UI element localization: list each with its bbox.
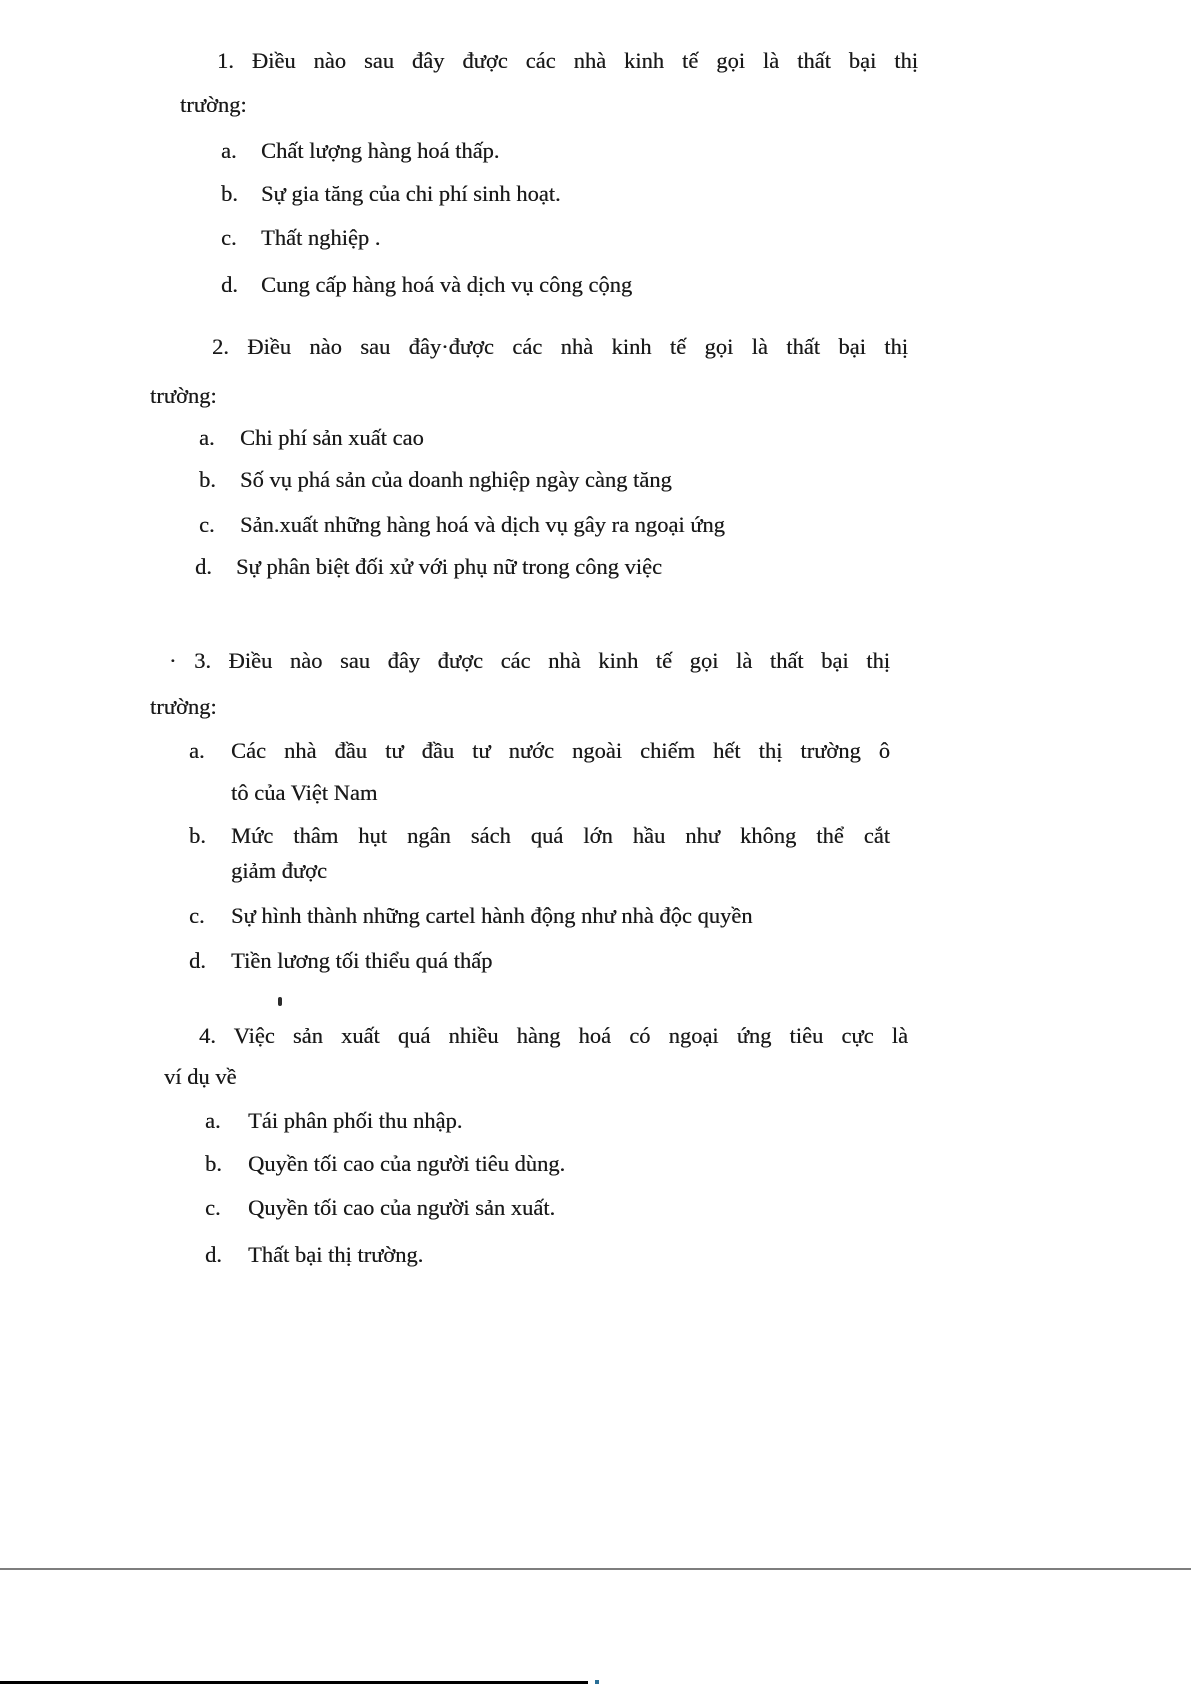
question-3-option-a-text-line-1: Các nhà đầu tư đầu tư nước ngoài chiếm hết thị trường ô [231,738,890,763]
question-4-option-c-text: Quyền tối cao của người sản xuất. [248,1195,556,1220]
question-3-option-a-text-line-2: tô của Việt Nam [231,780,378,805]
question-2-option-a-label: a. [199,425,215,450]
question-1-option-c-label: c. [221,225,237,250]
question-4-option-c-label: c. [205,1195,221,1220]
question-1-option-c-text: Thất nghiệp . [261,225,381,250]
question-3-text-line-2: trường: [150,694,217,719]
question-2-text-line-1: 2. Điều nào sau đây·được các nhà kinh tế gọi là thất bại thị [212,334,908,359]
question-3-option-c-label: c. [189,903,205,928]
question-3-option-d-label: d. [189,948,206,973]
question-4-option-a-text: Tái phân phối thu nhập. [248,1108,463,1133]
horizontal-divider-gray [0,1568,1191,1570]
question-2-option-b-label: b. [199,467,216,492]
question-3-option-a-label: a. [189,738,205,763]
question-1-text-line-2: trường: [180,92,247,117]
question-3-option-b-text-line-2: giảm được [231,858,327,883]
question-2-option-c-label: c. [199,512,215,537]
ink-speck [278,997,282,1006]
blue-speck [595,1680,599,1684]
question-2-text-line-2: trường: [150,383,217,408]
question-4-text-line-2: ví dụ về [164,1064,237,1089]
question-2-option-d-label: d. [195,554,212,579]
question-2-option-c-text: Sản.xuất những hàng hoá và dịch vụ gây ra ngoại ứng [240,512,725,537]
question-2-option-d-text: Sự phân biệt đối xử với phụ nữ trong công việc [236,554,662,579]
question-3-option-c-text: Sự hình thành những cartel hành động như nhà độc quyền [231,903,753,928]
question-4-option-b-text: Quyền tối cao của người tiêu dùng. [248,1151,566,1176]
question-3-option-b-text-line-1: Mức thâm hụt ngân sách quá lớn hầu như không thể cắt [231,823,890,848]
question-1-option-a-label: a. [221,138,237,163]
question-1-option-b-label: b. [221,181,238,206]
question-4-option-d-label: d. [205,1242,222,1267]
horizontal-rule-black [0,1681,588,1684]
question-1-option-d-label: d. [221,272,238,297]
question-2-option-a-text: Chi phí sản xuất cao [240,425,424,450]
question-1-option-a-text: Chất lượng hàng hoá thấp. [261,138,500,163]
question-4-text-line-1: 4. Việc sản xuất quá nhiều hàng hoá có ngoại ứng tiêu cực là [199,1023,908,1048]
question-4-option-b-label: b. [205,1151,222,1176]
question-1-option-d-text: Cung cấp hàng hoá và dịch vụ công cộng [261,272,633,297]
question-4-option-a-label: a. [205,1108,221,1133]
question-3-option-d-text: Tiền lương tối thiểu quá thấp [231,948,493,973]
question-3-option-b-label: b. [189,823,206,848]
question-4-option-d-text: Thất bại thị trường. [248,1242,424,1267]
question-1-option-b-text: Sự gia tăng của chi phí sinh hoạt. [261,181,561,206]
question-1-text-line-1: 1. Điều nào sau đây được các nhà kinh tế gọi là thất bại thị [217,48,918,73]
question-3-text-line-1: · 3. Điều nào sau đây được các nhà kinh tế gọi là thất bại thị [169,648,890,673]
question-2-option-b-text: Số vụ phá sản của doanh nghiệp ngày càng tăng [240,467,672,492]
